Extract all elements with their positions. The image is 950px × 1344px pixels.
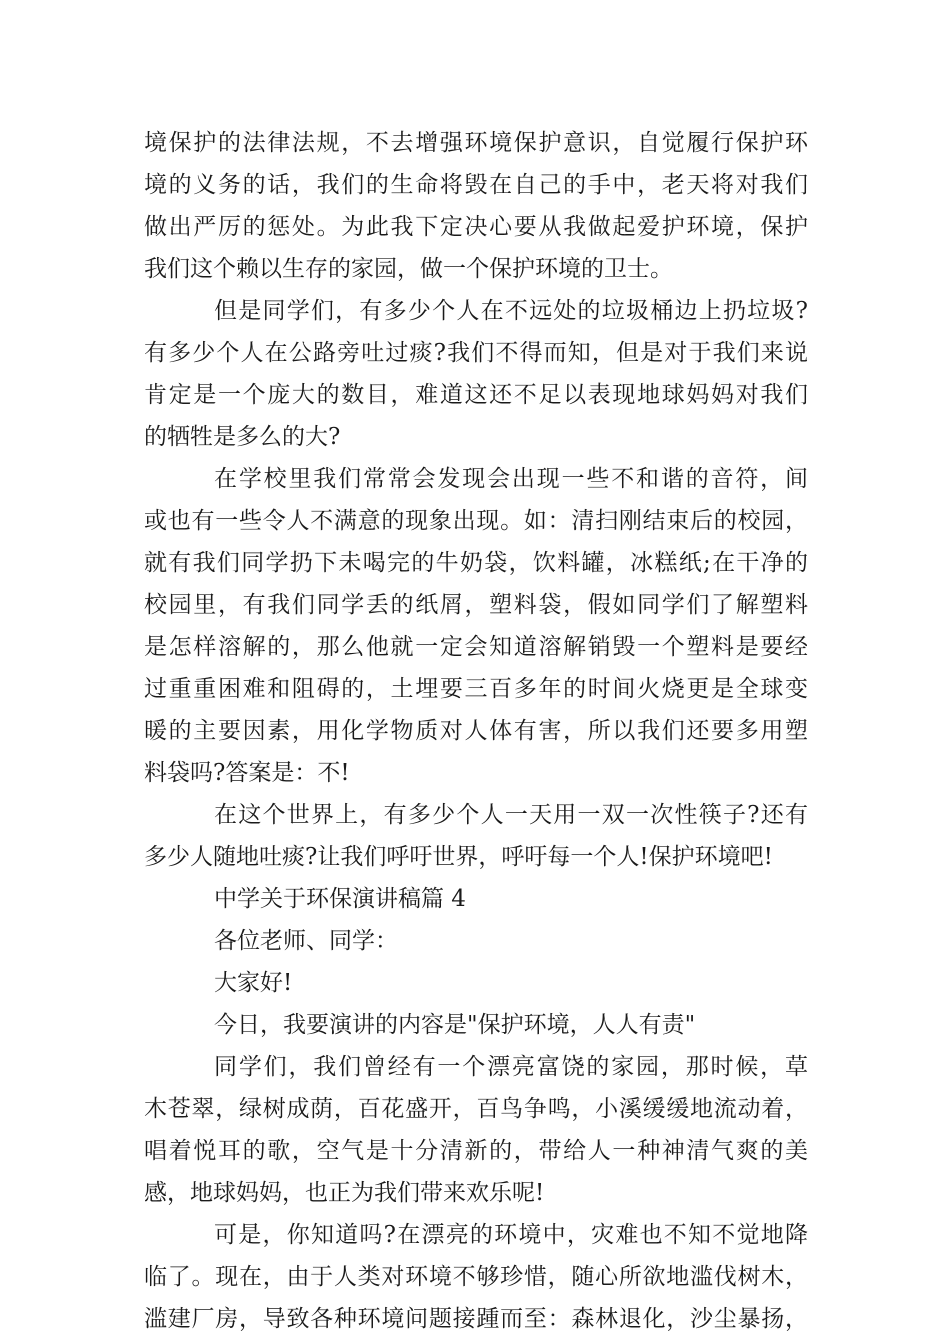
text-line: 唱着悦耳的歌，空气是十分清新的，带给人一种神清气爽的美: [144, 1138, 808, 1164]
text-line: 做出严厉的惩处。为此我下定决心要从我做起爱护环境，保护: [144, 214, 808, 240]
text-line: 是怎样溶解的，那么他就一定会知道溶解销毁一个塑料是要经: [144, 634, 808, 660]
text-line: 料袋吗?答案是：不!: [144, 760, 350, 786]
text-line: 同学们，我们曾经有一个漂亮富饶的家园，那时候，草: [214, 1054, 808, 1080]
text-line: 今日，我要演讲的内容是"保护环境，人人有责": [214, 1012, 696, 1038]
document-body: [144, 122, 808, 1340]
text-line: 可是，你知道吗?在漂亮的环境中，灾难也不知不觉地降: [214, 1222, 808, 1248]
text-line: 校园里，有我们同学丢的纸屑，塑料袋，假如同学们了解塑料: [144, 592, 808, 618]
text-line: 境的义务的话，我们的生命将毁在自己的手中，老天将对我们: [144, 172, 808, 198]
text-line: 木苍翠，绿树成荫，百花盛开，百鸟争鸣，小溪缓缓地流动着，: [144, 1096, 808, 1122]
text-line: 在学校里我们常常会发现会出现一些不和谐的音符，间: [214, 466, 808, 492]
text-line: 但是同学们，有多少个人在不远处的垃圾桶边上扔垃圾?: [214, 298, 808, 324]
text-line: 临了。现在，由于人类对环境不够珍惜，随心所欲地滥伐树木，: [144, 1264, 808, 1290]
text-line: 暖的主要因素，用化学物质对人体有害，所以我们还要多用塑: [144, 718, 808, 744]
text-line: 多少人随地吐痰?让我们呼吁世界，呼吁每一个人!保护环境吧!: [144, 844, 773, 870]
text-line: 各位老师、同学：: [214, 928, 398, 954]
text-line: 滥建厂房，导致各种环境问题接踵而至：森林退化，沙尘暴扬，: [144, 1306, 808, 1332]
text-line: 中学关于环保演讲稿篇 4: [214, 886, 466, 912]
text-line: 或也有一些令人不满意的现象出现。如：清扫刚结束后的校园，: [144, 508, 808, 534]
text-line: 境保护的法律法规，不去增强环境保护意识，自觉履行保护环: [144, 130, 808, 156]
text-line: 有多少个人在公路旁吐过痰?我们不得而知，但是对于我们来说: [144, 340, 808, 366]
text-line: 就有我们同学扔下未喝完的牛奶袋，饮料罐，冰糕纸;在干净的: [144, 550, 808, 576]
text-line: 大家好!: [214, 970, 293, 996]
text-line: 在这个世界上，有多少个人一天用一双一次性筷子?还有: [214, 802, 808, 828]
text-line: 肯定是一个庞大的数目，难道这还不足以表现地球妈妈对我们: [144, 382, 808, 408]
text-line: 过重重困难和阻碍的，土埋要三百多年的时间火烧更是全球变: [144, 676, 808, 702]
text-line: 我们这个赖以生存的家园，做一个保护环境的卫士。: [144, 256, 673, 282]
text-line: 的牺牲是多么的大?: [144, 424, 341, 450]
text-line: 感，地球妈妈，也正为我们带来欢乐呢!: [144, 1180, 545, 1206]
